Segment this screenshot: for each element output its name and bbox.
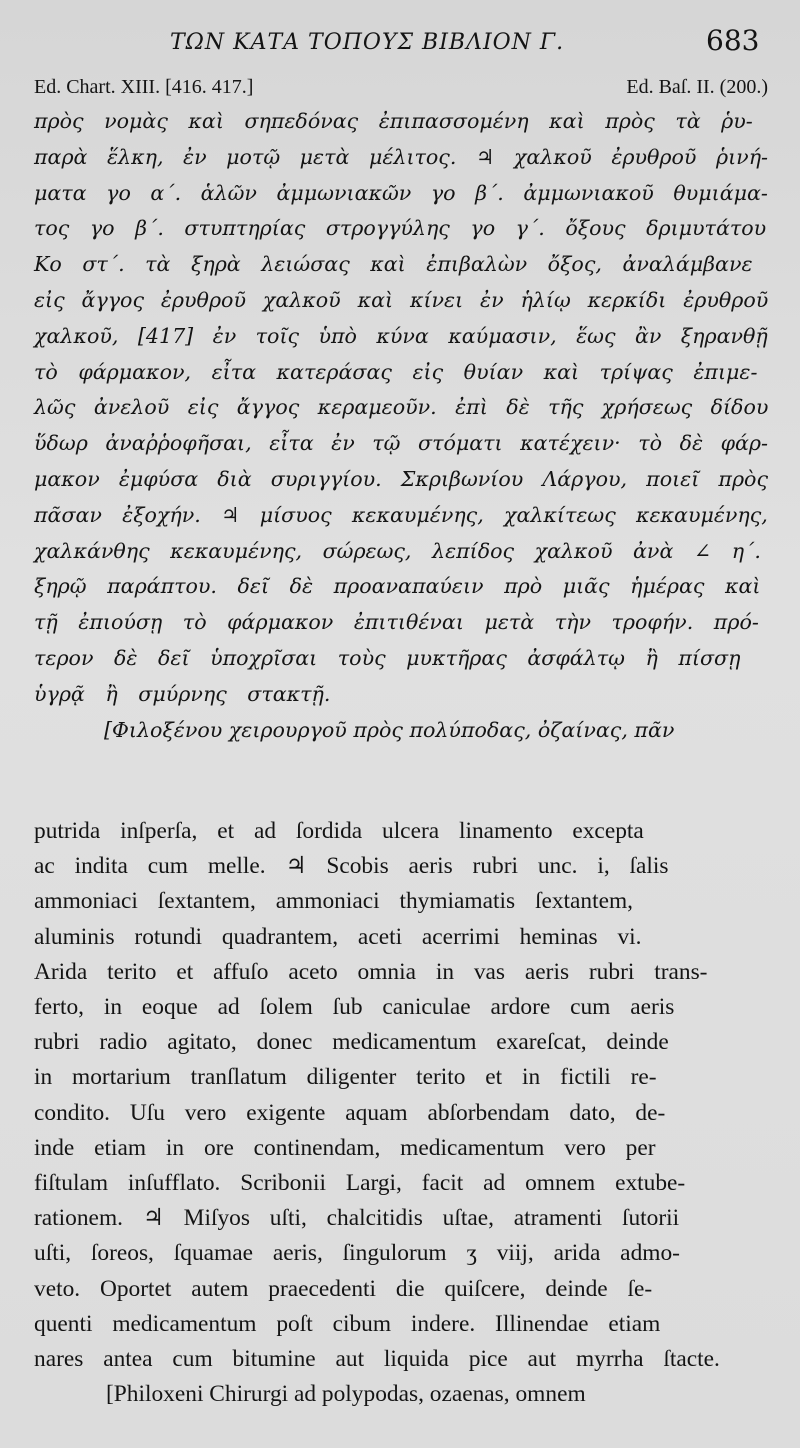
- latin-line: inde etiam in ore continendam, medicamentum vero per: [34, 1134, 656, 1161]
- latin-text-block: [34, 814, 768, 1412]
- greek-line: τος γο β΄. στυπτηρίας στρογγύλης γο γ΄. ὄξους δριμυτάτου: [34, 216, 767, 241]
- greek-line: τερον δὲ δεῖ ὑποχρῖσαι τοὺς μυκτῆρας ἀσφάλτῳ ἢ πίσσῃ: [34, 645, 741, 670]
- running-title: ΤΩΝ ΚΑΤΑ ΤΟΠΟΥΣ ΒΙΒΛΙΟΝ Γ.: [170, 30, 565, 55]
- latin-line: ammoniaci ſextantem, ammoniaci thymiamatis ſextantem,: [34, 888, 634, 915]
- greek-line: ὕδωρ ἀναῤῥοφῆσαι, εἶτα ἐν τῷ στόματι κατέχειν· τὸ δὲ φάρ-: [34, 431, 768, 456]
- latin-line: veto. Oportet autem praecedenti die quiſcere, deinde ſe-: [34, 1275, 653, 1302]
- greek-line: εἰς ἄγγος ἐρυθροῦ χαλκοῦ καὶ κίνει ἐν ἡλίῳ κερκίδι ἐρυθροῦ: [34, 287, 769, 312]
- latin-line: quenti medicamentum poſt cibum indere. Illinendae etiam: [34, 1310, 661, 1337]
- greek-line: πρὸς νομὰς καὶ σηπεδόνας ἐπιπασσομένη καὶ πρὸς τὰ ῥυ-: [34, 109, 753, 133]
- greek-line: μακον ἐμφύσα διὰ συριγγίου. Σκριβωνίου Λάργου, ποιεῖ πρὸς: [34, 466, 768, 491]
- page-header: [0, 24, 800, 66]
- greek-line: τῇ ἐπιούσῃ τὸ φάρμακον ἐπιτιθέναι μετὰ τὴν τροφήν. πρό-: [34, 610, 759, 635]
- latin-line: Arida terito et affuſo aceto omnia in vas aeris rubri trans-: [34, 958, 708, 985]
- page-number: 683: [706, 24, 760, 57]
- greek-line: Κο στ΄. τὰ ξηρὰ λειώσας καὶ ἐπιβαλὼν ὄξος, ἀναλάμβανε: [34, 252, 753, 277]
- latin-line: condito. Uſu vero exigente aquam abſorbendam dato, de-: [34, 1099, 666, 1126]
- greek-line: χαλκοῦ, [417] ἐν τοῖς ὑπὸ κύνα καύμασιν, ἕως ἂν ξηρανθῇ: [34, 323, 768, 348]
- edition-reference-basel: Ed. Baſ. II. (200.): [626, 76, 768, 98]
- latin-line: putrida inſperſa, et ad ſordida ulcera linamento excepta: [34, 818, 644, 844]
- greek-line: ματα γο α΄. ἁλῶν ἀμμωνιακῶν γο β΄. ἀμμωνιακοῦ θυμιάμα-: [34, 180, 768, 205]
- greek-line: λῶς ἀνελοῦ εἰς ἄγγος κεραμεοῦν. ἐπὶ δὲ τῆς χρήσεως δίδου: [34, 395, 769, 420]
- greek-line: πᾶσαν ἐξοχήν. ♃ μίσυος κεκαυμένης, χαλκίτεως κεκαυμένης,: [34, 502, 768, 527]
- greek-line: παρὰ ἕλκη, ἐν μοτῷ μετὰ μέλιτος. ♃ χαλκοῦ ἐρυθροῦ ῥινή-: [34, 144, 768, 169]
- latin-line: rationem. ♃ Miſyos uſti, chalcitidis uſtae, atramenti ſutorii: [34, 1205, 680, 1232]
- greek-text-block: [34, 104, 772, 748]
- latin-line: uſti, ſoreos, ſquamae aeris, ſingulorum ʒ viij, arida admo-: [34, 1240, 680, 1267]
- latin-line: nares antea cum bitumine aut liquida pice aut myrrha ſtacte.: [34, 1346, 720, 1373]
- latin-line: ac indita cum melle. ♃ Scobis aeris rubri unc. i, ſalis: [34, 853, 669, 880]
- latin-line: aluminis rotundi quadrantem, aceti acerrimi heminas vi.: [34, 923, 642, 950]
- greek-line: χαλκάνθης κεκαυμένης, σώρεως, λεπίδος χαλκοῦ ἀνὰ ∠ η΄.: [34, 538, 761, 563]
- greek-line: ὑγρᾷ ἢ σμύρνης στακτῇ.: [34, 681, 331, 706]
- latin-section-heading: [Philoxeni Chirurgi ad polypodas, ozaenas, omnem: [106, 1381, 586, 1408]
- latin-line: fiſtulam inſufflato. Scribonii Largi, facit ad omnem extube-: [34, 1170, 686, 1197]
- latin-line: rubri radio agitato, donec medicamentum exareſcat, deinde: [34, 1029, 669, 1056]
- latin-line: in mortarium tranſlatum diligenter terito et in fictili re-: [34, 1064, 657, 1091]
- edition-reference-chartier: Ed. Chart. XIII. [416. 417.]: [34, 76, 254, 98]
- greek-line: τὸ φάρμακον, εἶτα κατεράσας εἰς θυίαν καὶ τρίψας ἐπιμε-: [34, 359, 758, 384]
- greek-section-heading: [Φιλοξένου χειρουργοῦ πρὸς πολύποδας, ὀζαίνας, πᾶν: [104, 717, 675, 742]
- latin-line: ferto, in eoque ad ſolem ſub caniculae ardore cum aeris: [34, 994, 675, 1021]
- greek-line: ξηρῷ παράπτου. δεῖ δὲ προαναπαύειν πρὸ μιᾶς ἡμέρας καὶ: [34, 574, 761, 599]
